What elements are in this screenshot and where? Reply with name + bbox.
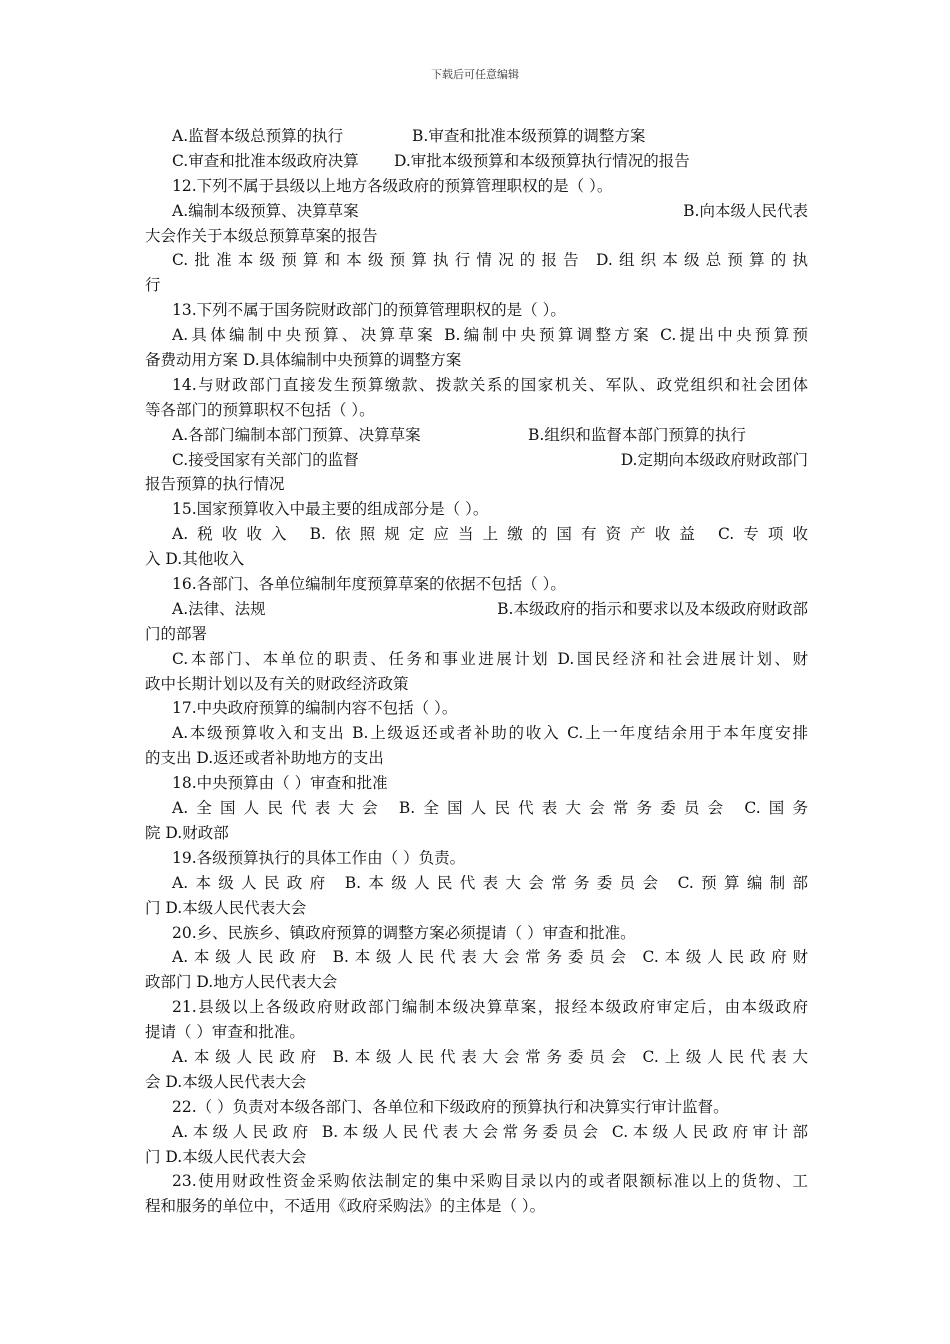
question-17: 17.中央政府预算的编制内容不包括（ ）。 [172, 699, 458, 718]
text-line: 院 D.财政部 [145, 823, 229, 842]
question-23: 23.使用财政性资金采购依法制定的集中采购目录以内的或者限额标准以上的货物、工 [172, 1172, 808, 1191]
option-d: D.审批本级预算和本级预算执行情况的报告 [394, 151, 690, 170]
option-a: A.法律、法规 [172, 599, 266, 618]
question-20: 20.乡、民族乡、镇政府预算的调整方案必须提请（ ）审查和批准。 [172, 923, 636, 942]
text-line: 门 D.本级人民代表大会 [145, 1147, 307, 1166]
text-line: 门 D.本级人民代表大会 [145, 898, 307, 917]
question-12: 12.下列不属于县级以上地方各级政府的预算管理职权的是（ ）。 [172, 176, 613, 195]
question-14: 14.与财政部门直接发生预算缴款、拨款关系的国家机关、军队、政党组织和社会团体 [172, 375, 808, 394]
option-b: B.审查和批准本级预算的调整方案 [412, 127, 646, 145]
text-line: 大会作关于本级总预算草案的报告 [145, 226, 378, 245]
question-18: 18.中央预算由（ ）审查和批准 [172, 774, 388, 793]
option-line [145, 199, 808, 224]
text-line: 行 [145, 276, 161, 295]
text-line: A.本级预算收入和支出 B.上级返还或者补助的收入 C.上一年度结余用于本年度安排 [172, 724, 808, 743]
option-c: C.审查和批准本级政府决算 [172, 151, 359, 170]
text-line: 的支出 D.返还或者补助地方的支出 [145, 749, 384, 768]
text-line: 政中长期计划以及有关的财政经济政策 [145, 674, 409, 693]
question-15: 15.国家预算收入中最主要的组成部分是（ ）。 [172, 500, 489, 519]
option-a: A.各部门编制本部门预算、决算草案 [172, 425, 421, 444]
option-b: B.向本级人民代表 [683, 201, 808, 220]
question-19: 19.各级预算执行的具体工作由（ ）负责。 [172, 848, 466, 867]
text-line: 备费动用方案 D.具体编制中央预算的调整方案 [145, 351, 462, 370]
option-c: C.接受国家有关部门的监督 [172, 450, 359, 469]
text-line: C.本部门、本单位的职责、任务和事业进展计划 D.国民经济和社会进展计划、财 [172, 649, 808, 668]
text-line: A.本级人民政府 B.本级人民代表大会常务委员会 C.预算编制部 [172, 873, 808, 892]
option-d: D.定期向本级政府财政部门 [620, 450, 808, 469]
option-line [145, 124, 808, 149]
text-line: A.本级人民政府 B.本级人民代表大会常务委员会 C.本级人民政府财 [172, 948, 808, 967]
option-line [145, 149, 808, 174]
option-a: A.监督本级总预算的执行 [172, 127, 344, 145]
option-a: A.编制本级预算、决算草案 [172, 201, 359, 220]
text-line: 会 D.本级人民代表大会 [145, 1072, 307, 1091]
text-line: 程和服务的单位中，不适用《政府采购法》的主体是（ ）。 [145, 1197, 546, 1216]
option-line [145, 423, 808, 448]
option-b: B.组织和监督本部门预算的执行 [528, 425, 746, 444]
text-line: A.本级人民政府 B.本级人民代表大会常务委员会 C.本级人民政府审计部 [172, 1122, 808, 1141]
question-16: 16.各部门、各单位编制年度预算草案的依据不包括（ ）。 [172, 575, 566, 594]
text-line: C.批准本级预算和本级预算执行情况的报告 D.组织本级总预算的执 [172, 251, 808, 270]
text-line: A.税收收入 B.依照规定应当上缴的国有资产收益 C.专项收 [172, 525, 808, 544]
text-line: A.具体编制中央预算、决算草案 B.编制中央预算调整方案 C.提出中央预算预 [172, 326, 808, 345]
text-line: 政部门 D.地方人民代表大会 [145, 973, 338, 992]
option-line [145, 597, 808, 622]
question-22: 22.（ ）负责对本级各部门、各单位和下级政府的预算执行和决算实行审计监督。 [172, 1097, 729, 1116]
text-line: 入 D.其他收入 [145, 550, 245, 569]
text-line: 等各部门的预算职权不包括（ ）。 [145, 400, 375, 419]
text-line: 门的部署 [145, 624, 208, 643]
text-line: 报告预算的执行情况 [145, 475, 285, 494]
document-body [145, 124, 808, 1219]
text-line: A.本级人民政府 B.本级人民代表大会常务委员会 C.上级人民代表大 [172, 1047, 808, 1066]
question-13: 13.下列不属于国务院财政部门的预算管理职权的是（ ）。 [172, 301, 566, 320]
text-line: A.全国人民代表大会 B.全国人民代表大会常务委员会 C.国务 [172, 799, 808, 818]
text-line: 提请（ ）审查和批准。 [145, 1023, 305, 1042]
option-line [145, 448, 808, 473]
page-header: 下载后可任意编辑 [431, 68, 519, 81]
question-21: 21.县级以上各级政府财政部门编制本级决算草案，报经本级政府审定后，由本级政府 [172, 998, 808, 1017]
option-b: B.本级政府的指示和要求以及本级政府财政部 [497, 599, 808, 618]
